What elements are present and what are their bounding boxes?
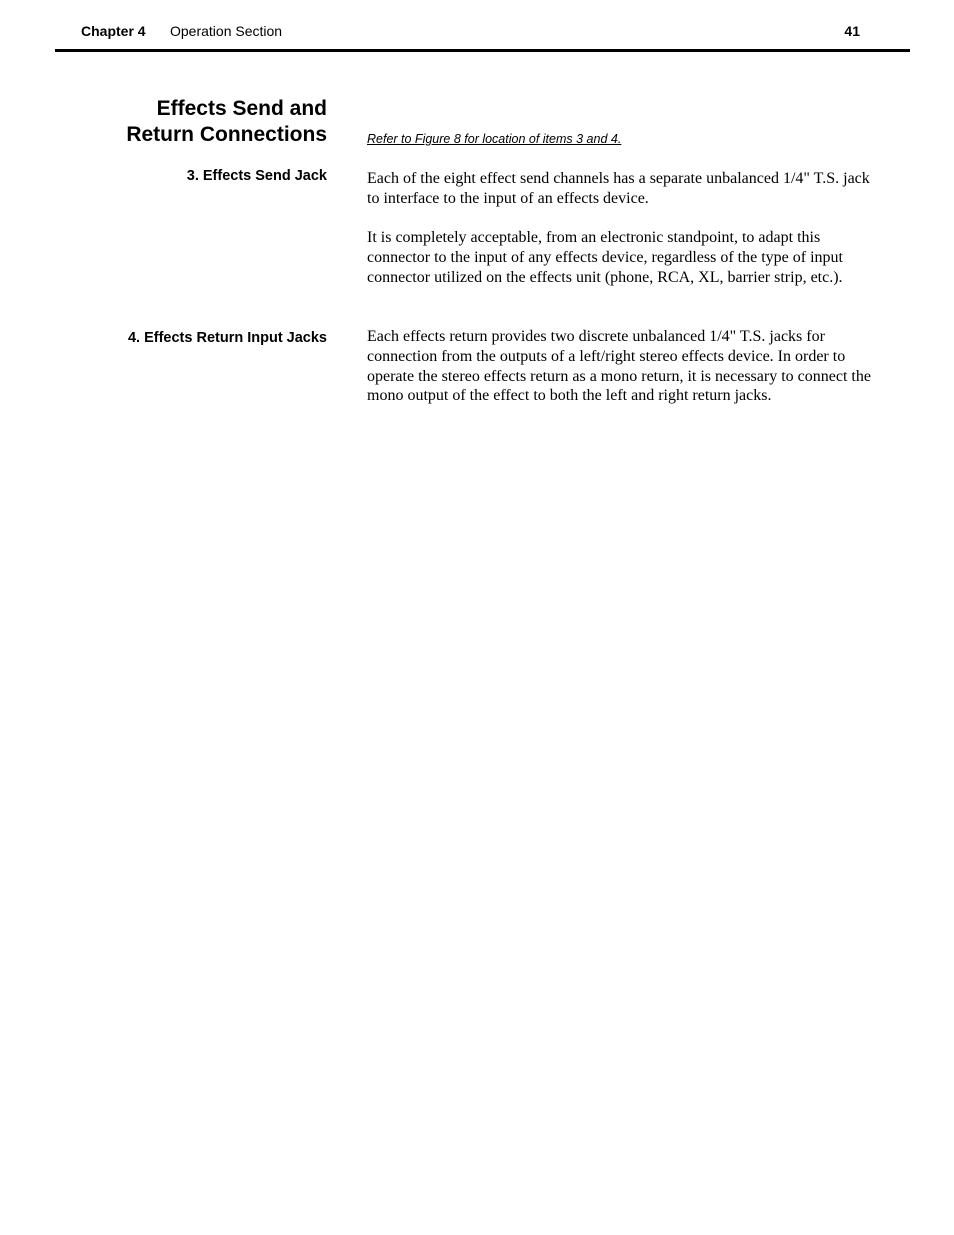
section-title <box>67 96 327 148</box>
item-3-paragraph-1: Each of the eight effect send channels has a separate unbalanced 1/4" T.S. jack to interface to the input of an effects device. <box>367 170 870 207</box>
page-header <box>55 0 910 52</box>
item-4-paragraph-1: Each effects return provides two discrete unbalanced 1/4" T.S. jacks for connection from the outputs of a left/right stereo effects device. In order to operate the stereo effects return as a mono return, it is necessary to connect the mono output of the effect to both the left and right return jacks. <box>367 328 871 405</box>
section-title-line-2: Return Connections <box>126 123 327 146</box>
section-name: Operation Section <box>170 23 283 39</box>
chapter-label: Chapter 4 <box>81 23 146 39</box>
figure-reference-note: Refer to Figure 8 for location of items 3 and 4. <box>367 132 622 146</box>
item-4-label: 4. Effects Return Input Jacks <box>127 330 327 346</box>
section-title-line-1: Effects Send and <box>156 97 327 120</box>
item-3-label: 3. Effects Send Jack <box>186 168 327 184</box>
page-number: 41 <box>844 23 860 39</box>
item-3-paragraph-2: It is completely acceptable, from an electronic standpoint, to adapt this connector to the input of any effects device, regardless of the type of input connector utilized on the effects unit (phone, RCA, XL, barrier strip, etc.). <box>367 229 843 286</box>
